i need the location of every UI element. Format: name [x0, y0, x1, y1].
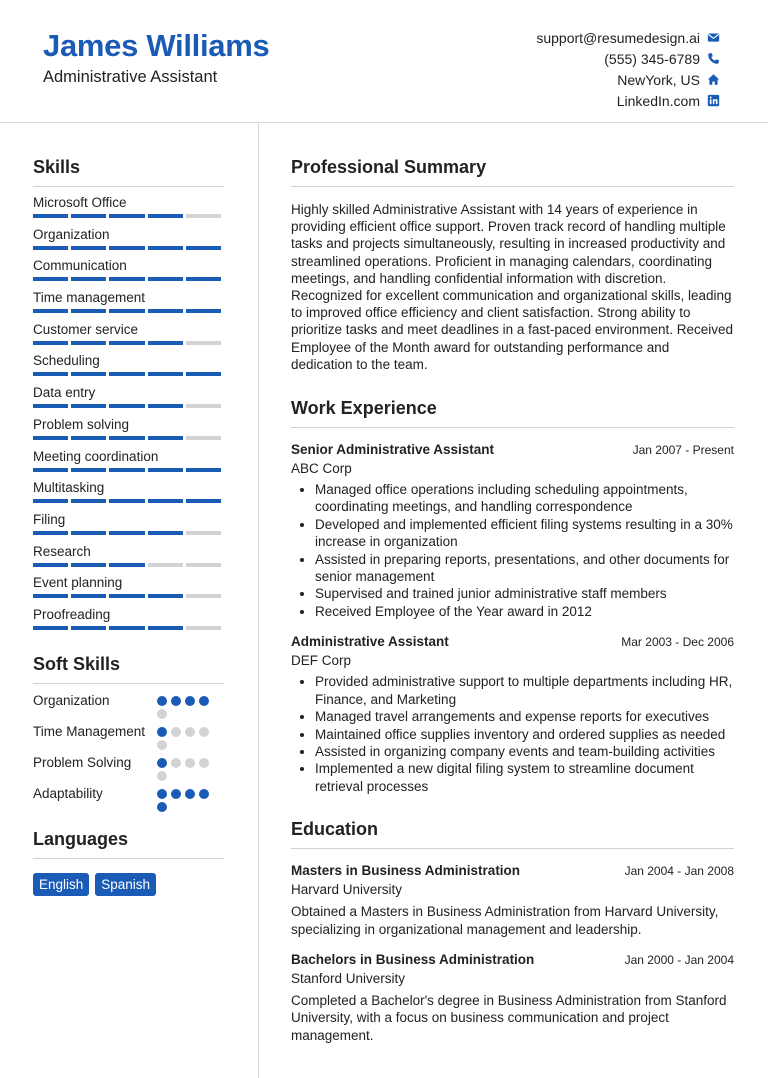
skill-level-segment	[186, 626, 221, 630]
skill-level-segment	[186, 499, 221, 503]
candidate-name: James Williams	[43, 28, 270, 63]
education-header	[291, 863, 734, 878]
skill-level-segment	[186, 214, 221, 218]
soft-skill-rating	[157, 722, 217, 753]
skill-level-meter	[33, 372, 224, 376]
job-role: Administrative Assistant	[291, 634, 449, 650]
skill-level-segment	[109, 404, 144, 408]
skill-level-segment	[71, 309, 106, 313]
skill-level-meter	[33, 563, 224, 567]
soft-skill-item	[33, 753, 224, 784]
skill-item	[33, 345, 224, 377]
experience-list	[291, 442, 734, 795]
education-degree: Bachelors in Business Administration	[291, 951, 535, 967]
education-description: Obtained a Masters in Business Administration from Harvard University, specializing in organizational management and leadership.	[291, 904, 719, 937]
rating-dot	[157, 758, 167, 768]
skill-level-segment	[109, 436, 144, 440]
skill-level-segment	[33, 277, 68, 281]
skill-level-segment	[71, 594, 106, 598]
skill-level-segment	[71, 436, 106, 440]
skill-level-segment	[109, 214, 144, 218]
skill-item	[33, 282, 224, 314]
skill-level-segment	[71, 341, 106, 345]
education-heading: Education	[291, 819, 734, 849]
contact-linkedin-text: LinkedIn.com	[616, 92, 700, 109]
skill-item	[33, 250, 224, 282]
skill-level-segment	[109, 626, 144, 630]
skill-level-segment	[71, 626, 106, 630]
skill-level-segment	[33, 372, 68, 376]
skill-name: Communication	[33, 258, 127, 274]
job-bullet: • Received Employee of the Year award in 2012	[315, 603, 734, 620]
job-bullet: • Managed travel arrangements and expense reports for executives	[315, 708, 734, 725]
skill-level-segment	[186, 404, 221, 408]
skill-level-segment	[109, 468, 144, 472]
skill-level-segment	[148, 309, 183, 313]
skill-level-segment	[33, 626, 68, 630]
skill-level-meter	[33, 309, 224, 313]
soft-skills-list	[33, 691, 224, 815]
skill-level-segment	[109, 594, 144, 598]
skill-level-segment	[71, 214, 106, 218]
skill-level-segment	[148, 594, 183, 598]
skill-item	[33, 567, 224, 599]
contact-email[interactable]	[536, 27, 720, 48]
skill-level-segment	[109, 499, 144, 503]
job-bullet: • Implemented a new digital filing system to streamline document retrieval processes	[315, 760, 734, 795]
right-column	[291, 123, 734, 1044]
rating-dot	[199, 727, 209, 737]
languages-heading: Languages	[33, 829, 224, 859]
skill-level-segment	[109, 246, 144, 250]
skill-level-segment	[186, 594, 221, 598]
skill-level-segment	[148, 246, 183, 250]
skill-level-segment	[71, 499, 106, 503]
skills-list	[33, 187, 224, 631]
soft-skill-rating	[157, 691, 217, 722]
job-bullets	[291, 673, 734, 795]
contact-location	[536, 69, 720, 90]
job-company: DEF Corp	[291, 653, 352, 669]
rating-dot	[199, 696, 209, 706]
rating-dot	[185, 758, 195, 768]
rating-dot	[157, 709, 167, 719]
phone-icon	[706, 52, 720, 66]
skill-level-meter	[33, 277, 224, 281]
job-header	[291, 442, 734, 457]
skill-level-segment	[71, 372, 106, 376]
job-company: ABC Corp	[291, 461, 352, 477]
skill-level-segment	[71, 277, 106, 281]
education-list	[291, 863, 734, 1044]
languages-list	[33, 873, 224, 896]
skill-level-segment	[186, 341, 221, 345]
skill-name: Filing	[33, 511, 66, 527]
soft-skill-name: Problem Solving	[33, 754, 132, 770]
education-entry	[291, 863, 734, 938]
soft-skill-name: Adaptability	[33, 785, 103, 801]
candidate-title: Administrative Assistant	[43, 68, 218, 86]
job-entry	[291, 634, 734, 795]
skill-level-segment	[148, 372, 183, 376]
skill-item	[33, 187, 224, 219]
skill-item	[33, 472, 224, 504]
job-header	[291, 634, 734, 649]
skill-level-segment	[33, 214, 68, 218]
skill-level-segment	[148, 531, 183, 535]
rating-dot	[185, 789, 195, 799]
linkedin-icon	[706, 94, 720, 108]
skill-name: Multitasking	[33, 480, 105, 496]
soft-skill-name: Time Management	[33, 723, 146, 739]
skill-level-meter	[33, 626, 224, 630]
summary-heading: Professional Summary	[291, 157, 734, 187]
rating-dot	[157, 802, 167, 812]
rating-dot	[157, 696, 167, 706]
job-bullet: • Maintained office supplies inventory and ordered supplies as needed	[315, 726, 734, 743]
skill-level-segment	[186, 468, 221, 472]
rating-dot	[171, 696, 181, 706]
soft-skill-item	[33, 784, 224, 815]
rating-dot	[171, 727, 181, 737]
job-bullet: • Managed office operations including scheduling appointments, coordinating meetings, and handling correspondence	[315, 481, 734, 516]
education-header	[291, 952, 734, 967]
skill-level-segment	[33, 563, 68, 567]
skill-item	[33, 599, 224, 631]
rating-dot	[185, 727, 195, 737]
skill-level-segment	[148, 341, 183, 345]
skill-level-meter	[33, 436, 224, 440]
skill-level-segment	[33, 468, 68, 472]
skill-level-segment	[186, 277, 221, 281]
education-dates: Jan 2000 - Jan 2004	[624, 952, 734, 967]
skill-item	[33, 219, 224, 251]
skill-level-segment	[109, 309, 144, 313]
skill-name: Meeting coordination	[33, 448, 159, 464]
skill-level-segment	[109, 341, 144, 345]
skill-name: Data entry	[33, 385, 96, 401]
skill-level-meter	[33, 341, 224, 345]
skill-name: Scheduling	[33, 353, 100, 369]
contact-block	[536, 27, 720, 111]
job-dates: Jan 2007 - Present	[632, 443, 734, 458]
contact-email-text: support@resumedesign.ai	[536, 29, 700, 46]
job-dates: Mar 2003 - Dec 2006	[621, 635, 734, 650]
soft-skill-rating	[157, 753, 217, 784]
rating-dot	[157, 727, 167, 737]
rating-dot	[157, 771, 167, 781]
skill-level-segment	[109, 277, 144, 281]
home-icon	[706, 73, 720, 87]
skill-level-segment	[186, 531, 221, 535]
education-description: Completed a Bachelor's degree in Business Administration from Stanford University, with a focus on business communication and project management.	[291, 992, 727, 1043]
skill-level-segment	[71, 404, 106, 408]
contact-location-text: NewYork, US	[617, 71, 700, 88]
skill-item	[33, 409, 224, 441]
skill-level-segment	[33, 404, 68, 408]
skill-level-segment	[148, 436, 183, 440]
skill-name: Customer service	[33, 321, 139, 337]
skill-level-segment	[148, 214, 183, 218]
skill-name: Microsoft Office	[33, 195, 127, 210]
rating-dot	[171, 758, 181, 768]
soft-skill-item	[33, 722, 224, 753]
resume-header	[0, 0, 768, 123]
column-divider	[258, 123, 259, 1078]
skill-name: Problem solving	[33, 416, 130, 432]
rating-dot	[157, 740, 167, 750]
education-entry	[291, 952, 734, 1044]
skill-level-meter	[33, 246, 224, 250]
language-badge: English	[33, 873, 89, 896]
skill-level-meter	[33, 531, 224, 535]
soft-skills-heading: Soft Skills	[33, 654, 224, 684]
skill-item	[33, 314, 224, 346]
education-dates: Jan 2004 - Jan 2008	[624, 864, 734, 879]
skill-level-segment	[71, 531, 106, 535]
job-bullet: • Supervised and trained junior administrative staff members	[315, 585, 734, 602]
summary-text: Highly skilled Administrative Assistant with 14 years of experience in providing efficient office support. Proven track record of handling multiple tasks and projects simultaneously, resulting in increased productivity and streamlined operations. Proficient in managing calendars, coordinating meetings, and handling confidential information with discretion. Recognized for excellent communication and organizational skills, leading to improved office efficiency and client satisfaction. Strong ability to prioritize tasks and meet deadlines in a fast-paced environment. Received Employee of the Month award for outstanding performance and dedication to the team.	[291, 202, 733, 372]
skill-level-segment	[33, 594, 68, 598]
skill-level-segment	[186, 436, 221, 440]
experience-heading: Work Experience	[291, 398, 734, 428]
education-school: Harvard University	[291, 882, 403, 898]
skill-level-meter	[33, 594, 224, 598]
job-bullet: • Assisted in preparing reports, presentations, and other documents for senior management	[315, 551, 734, 586]
skill-name: Event planning	[33, 575, 123, 591]
contact-phone-text: (555) 345-6789	[604, 50, 700, 67]
soft-skill-name: Organization	[33, 692, 110, 708]
language-badge: Spanish	[95, 873, 156, 896]
job-bullet: • Assisted in organizing company events and team-building activities	[315, 743, 734, 760]
skill-level-segment	[148, 626, 183, 630]
rating-dot	[199, 789, 209, 799]
skill-level-segment	[186, 246, 221, 250]
job-entry	[291, 442, 734, 620]
skill-level-segment	[33, 246, 68, 250]
skill-level-segment	[186, 372, 221, 376]
contact-linkedin[interactable]	[536, 90, 720, 111]
skill-level-meter	[33, 214, 224, 218]
skill-level-meter	[33, 468, 224, 472]
skill-level-segment	[148, 277, 183, 281]
rating-dot	[199, 758, 209, 768]
skill-level-segment	[109, 531, 144, 535]
rating-dot	[185, 696, 195, 706]
skill-level-segment	[186, 309, 221, 313]
job-bullet: • Provided administrative support to multiple departments including HR, Finance, and Marketing	[315, 673, 734, 708]
skill-level-segment	[33, 531, 68, 535]
envelope-icon	[706, 31, 720, 45]
rating-dot	[171, 789, 181, 799]
skill-level-segment	[71, 563, 106, 567]
skill-level-segment	[148, 563, 183, 567]
rating-dot	[157, 789, 167, 799]
skills-heading: Skills	[33, 157, 224, 187]
skill-level-segment	[148, 404, 183, 408]
skill-item	[33, 504, 224, 536]
skill-level-segment	[148, 499, 183, 503]
education-school: Stanford University	[291, 970, 406, 986]
contact-phone[interactable]	[536, 48, 720, 69]
skill-name: Time management	[33, 290, 146, 306]
skill-item	[33, 441, 224, 473]
skill-name: Proofreading	[33, 606, 111, 622]
skill-level-segment	[33, 309, 68, 313]
skill-level-segment	[148, 468, 183, 472]
education-degree: Masters in Business Administration	[291, 863, 521, 879]
job-bullets	[291, 481, 734, 620]
skill-level-segment	[33, 436, 68, 440]
skill-level-segment	[71, 246, 106, 250]
job-bullet: • Developed and implemented efficient filing systems resulting in a 30% increase in organization	[315, 516, 734, 551]
job-role: Senior Administrative Assistant	[291, 442, 495, 458]
skill-name: Research	[33, 543, 91, 559]
skill-item	[33, 377, 224, 409]
skill-level-segment	[33, 341, 68, 345]
skill-level-meter	[33, 404, 224, 408]
left-column	[33, 123, 224, 896]
skill-level-segment	[109, 372, 144, 376]
skill-level-segment	[33, 499, 68, 503]
soft-skill-rating	[157, 784, 217, 815]
skill-level-meter	[33, 499, 224, 503]
soft-skill-item	[33, 691, 224, 722]
skill-name: Organization	[33, 226, 110, 242]
skill-level-segment	[186, 563, 221, 567]
skill-item	[33, 536, 224, 568]
skill-level-segment	[109, 563, 144, 567]
skill-level-segment	[71, 468, 106, 472]
